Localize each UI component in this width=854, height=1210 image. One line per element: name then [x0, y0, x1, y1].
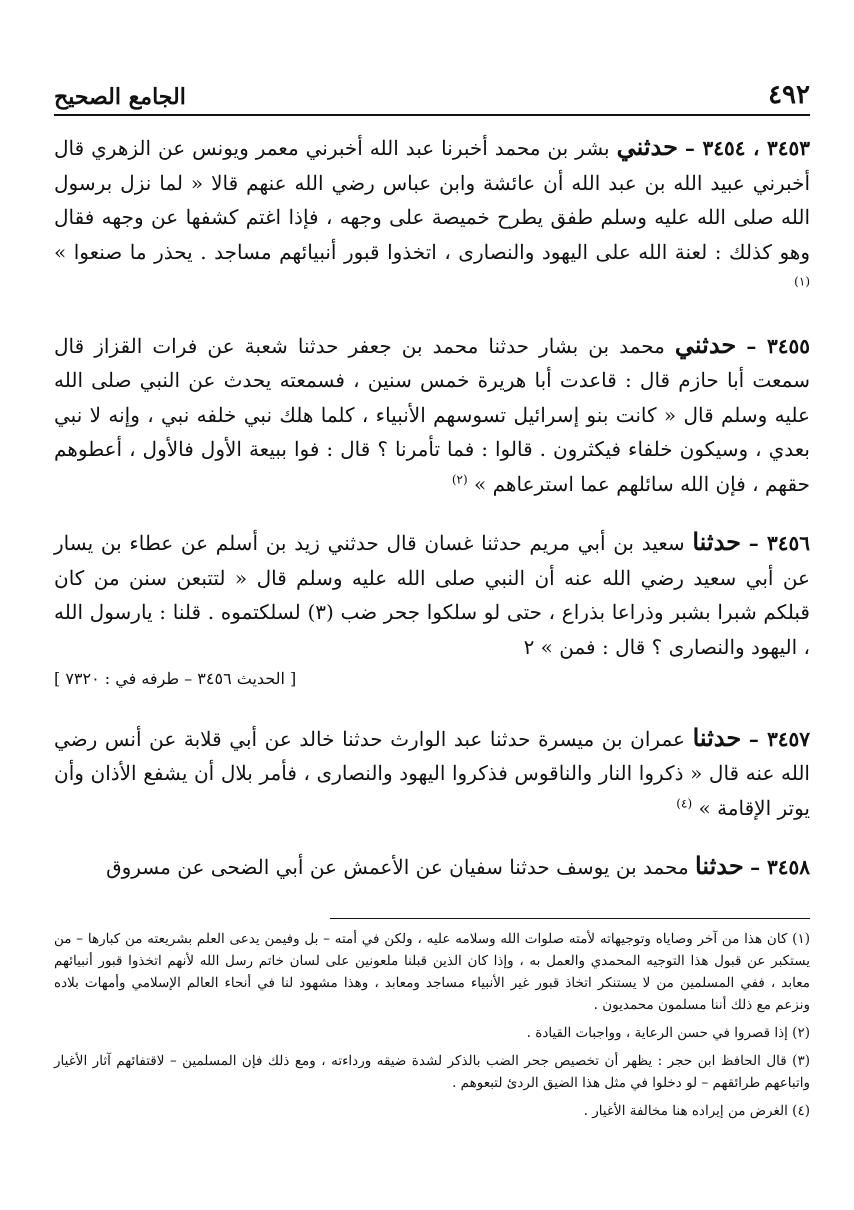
hadith-3456 — [54, 525, 810, 697]
hadith-text: عمران بن ميسرة حدثنا عبد الوارث حدثنا خالد عن أبي قلابة عن أنس رضي الله عنه قال « ذكروا النار والناقوس فذكروا اليهود والنصارى ، فأمر بلال أن يشفع الأذان وأن يوتر الإقامة » — [54, 726, 810, 820]
hadith-number: ٣٤٥٣ ، ٣٤٥٤ – — [684, 136, 810, 160]
main-text — [54, 130, 810, 909]
hadith-text: محمد بن يوسف حدثنا سفيان عن الأعمش عن أبي الضحى عن مسروق — [106, 855, 689, 879]
hadith-number: ٣٤٥٥ – — [746, 333, 810, 358]
narration-verb: حدثني — [674, 329, 737, 359]
footnote-marker: (٤) — [676, 795, 693, 810]
footnotes — [54, 928, 810, 1128]
footnote-marker: (١) — [794, 274, 810, 289]
footnote-3: (٣) قال الحافظ ابن حجر : يظهر أن تخصيص جحر الضب بالذكر لشدة ضيقه ورداءته ، ومع ذلك فإن المسلمين – لاقتفائهم آثار الأغيار واتباعهم طرائقهم – لو دخلوا في مثل هذا الضيق الردئ لتبعوهم . — [54, 1053, 810, 1091]
hadith-text: بشر بن محمد أخبرنا عبد الله أخبرني معمر ويونس عن الزهري قال أخبرني عبيد الله بن عبد الله أن عائشة وابن عباس رضي الله عنهم قالا « لما نزل برسول الله صلى الله عليه وسلم طفق يطرح خميصة على وجهه ، فإذا اغتم كشفها عن وجهه فقال وهو كذلك : لعنة الله على اليهود والنصارى ، اتخذوا قبور أنبيائهم مساجد . يحذر ما صنعوا » — [54, 136, 810, 264]
footnote-marker: (٢) — [451, 471, 468, 486]
footnote-1: (١) كان هذا من آخر وصاياه وتوجيهاته لأمته صلوات الله وسلامه عليه ، ولكن في أمته – بل وفيمن يدعى العلم بشريعته من كبارها – من يستكبر عن قبول هذا التوجيه المحمدي والعمل به ، وإذا كان الذين قبلنا ملعونين على لسان خاتم رسل الله لأنهم اتخذوا قبور أنبيائهم معابد ، ففي المسلمين من لا يستنكر اتخاذ قبور غير الأنبياء مساجد ومعابد ، وهذا مشهود لنا في أنحاء العالم الإسلامي وأمهات بلاده ونزعم مع ذلك أننا مسلمون محمديون . — [54, 931, 810, 1013]
footnote-2: (٢) إذا قصروا في حسن الرعاية ، وواجبات القيادة . — [526, 1025, 810, 1041]
book-title: الجامع الصحيح — [54, 84, 186, 110]
hadith-text: محمد بن بشار حدثنا محمد بن جعفر حدثنا شعبة عن فرات القزاز قال سمعت أبا حازم قال : قاعدت أبا هريرة خمس سنين ، فسمعته يحدث عن النبي صلى الله عليه وسلم قال « كانت بنو إسرائيل تسوسهم الأنبياء ، كلما هلك نبي خلفه نبي ، وإنه لا نبي بعدي ، وسيكون خلفاء فيكثرون . قالوا : فما تأمرنا ؟ قال : فوا ببيعة الأول فالأول ، أعطوهم حقهم ، فإن الله سائلهم عما استرعاهم » — [54, 333, 810, 496]
narration-verb: حدثني — [616, 132, 678, 161]
hadith-3458 — [54, 849, 810, 885]
hadith-3455 — [54, 328, 810, 502]
narration-verb: حدثنا — [692, 527, 742, 556]
hadith-text: سعيد بن أبي مريم حدثنا غسان قال حدثني زيد بن أسلم عن عطاء بن يسار عن أبي سعيد رضي الله عنه أن النبي صلى الله عليه وسلم قال « لتتبعن سنن من كان قبلكم شبرا بشبر وذراعا بذراع ، حتى لو سلكوا جحر ضب (٣) لسلكتموه . قلنا : يارسول الله ، اليهود والنصارى ؟ قال : فمن » ٢ — [54, 531, 810, 659]
hadith-3453 — [54, 130, 810, 304]
footnote-divider — [330, 918, 810, 919]
hadith-number: ٣٤٥٨ – — [750, 855, 810, 879]
narration-verb: حدثنا — [692, 722, 742, 752]
hadith-3457 — [54, 721, 810, 826]
cross-reference: [ الحديث ٣٤٥٦ – طرفه في : ٧٣٢٠ ] — [54, 669, 297, 688]
page-header — [54, 80, 810, 116]
hadith-number: ٣٤٥٦ – — [748, 531, 810, 555]
page-number: ٤٩٢ — [768, 80, 810, 110]
hadith-number: ٣٤٥٧ – — [748, 726, 811, 751]
footnote-4: (٤) الغرض من إيراده هنا مخالفة الأغيار . — [583, 1103, 810, 1119]
narration-verb: حدثنا — [695, 851, 744, 880]
